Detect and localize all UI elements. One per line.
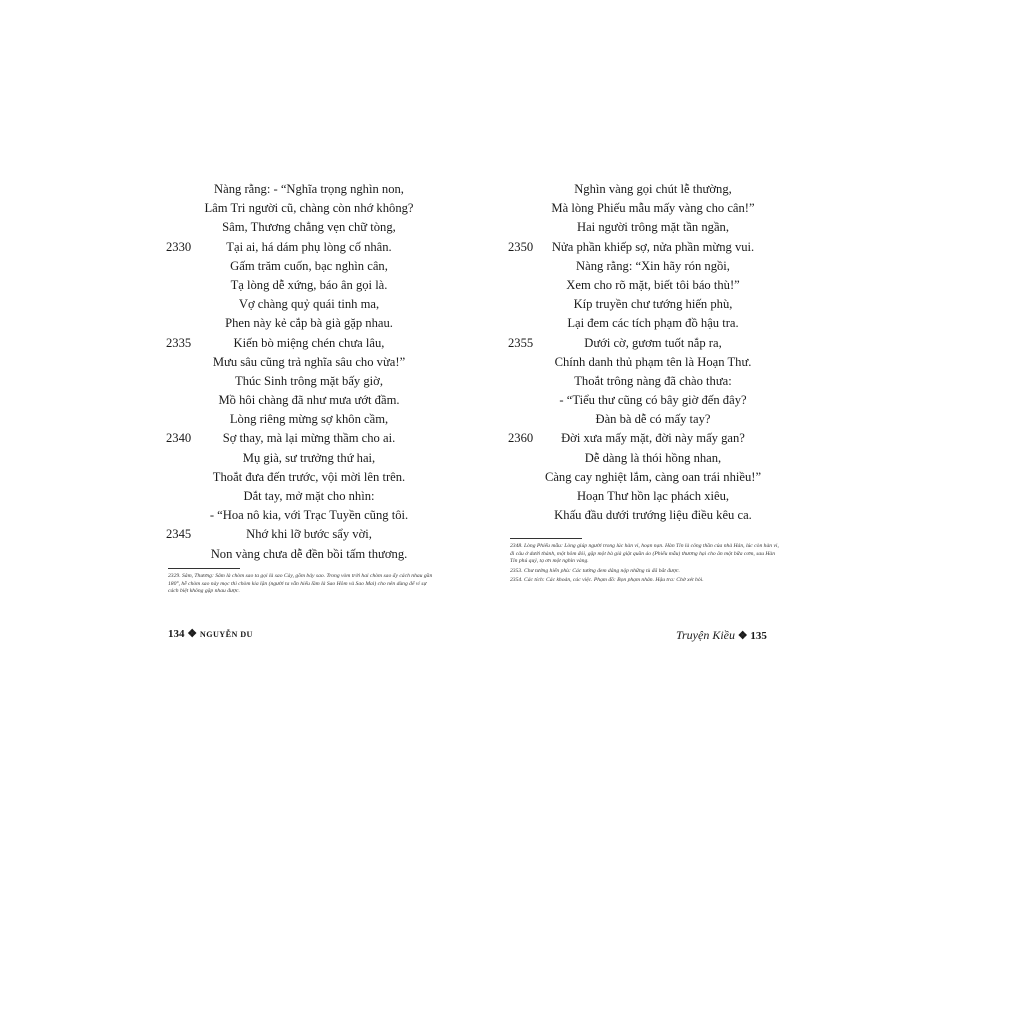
verse-text: Dễ dàng là thói hồng nhan, xyxy=(584,450,722,465)
verse-line xyxy=(508,468,790,487)
footnote: 2353. Chư tướng hiến phù: Các tướng đem dâng nộp những tù đã bắt được. xyxy=(510,567,680,574)
ornament-icon: ❖ xyxy=(737,630,748,642)
verse-line xyxy=(166,199,432,218)
right-verse-list xyxy=(508,180,790,525)
verse-text: Nửa phần khiếp sợ, nửa phần mừng vui. xyxy=(551,239,755,254)
verse-line xyxy=(508,372,790,391)
verse-text: Hai người trông mặt tần ngần, xyxy=(577,220,729,235)
verse-text: Đời xưa mấy mặt, đời này mấy gan? xyxy=(561,431,745,446)
verse-line xyxy=(166,506,432,525)
verse-text: Nàng rằng: - “Nghĩa trọng nghìn non, xyxy=(214,182,404,196)
verse-text: - “Hoa nô kia, với Trạc Tuyền cũng tôi. xyxy=(209,508,409,523)
verse-text: Kíp truyền chư tướng hiến phù, xyxy=(573,297,733,312)
left-folio xyxy=(168,627,253,640)
verse-line xyxy=(166,391,432,410)
verse-text: Càng cay nghiệt lắm, càng oan trái nhiều!” xyxy=(544,469,762,484)
verse-line xyxy=(166,180,432,199)
line-number: 2345 xyxy=(166,527,192,542)
line-number: 2340 xyxy=(166,431,192,446)
verse-line xyxy=(166,314,432,333)
line-number: 2355 xyxy=(508,335,534,350)
verse-line xyxy=(508,334,790,353)
footnote: 2329. Sâm, Thương: Sâm là chòm sao ta gọi là sao Cày, gồm bảy sao. Trong vòm trời hai chòm sao ấy cách nhau gần 180°, hễ chòm sao này mọc thì chòm kia lặn (người ta vẫn hiểu lầm là Sao Hôm và Sao Mai) cho nên dùng để ví sự cách biệt không gặp nhau được. xyxy=(168,573,433,595)
verse-text: Dưới cờ, gươm tuốt nắp ra, xyxy=(584,335,722,350)
verse-line xyxy=(508,257,790,276)
verse-line xyxy=(508,180,790,199)
verse-text: Thoắt trông nàng đã chào thưa: xyxy=(574,373,732,388)
verse-text: Phen này kẻ cắp bà già gặp nhau. xyxy=(225,316,393,331)
verse-line xyxy=(166,276,432,295)
verse-line xyxy=(166,545,432,564)
right-footnote-rule xyxy=(510,538,582,539)
verse-text: Tạ lòng dễ xứng, báo ân gọi là. xyxy=(230,277,388,292)
verse-text: Nàng rằng: “Xin hãy rón ngồi, xyxy=(576,258,730,273)
verse-line xyxy=(508,449,790,468)
line-number: 2335 xyxy=(166,335,192,350)
verse-text: Nhớ khi lỡ bước sẩy vời, xyxy=(246,527,372,542)
verse-line xyxy=(508,353,790,372)
verse-text: Vợ chàng quỷ quái tinh ma, xyxy=(238,297,380,312)
verse-text: Tại ai, há dám phụ lòng cố nhân. xyxy=(226,239,392,254)
verse-text: Mụ già, sư trưởng thứ hai, xyxy=(242,450,376,465)
left-page xyxy=(166,180,432,564)
verse-line xyxy=(508,218,790,237)
verse-line xyxy=(166,218,432,237)
running-title: Truyện Kiều xyxy=(676,628,735,642)
verse-line xyxy=(166,525,432,544)
verse-text: Nghìn vàng gọi chút lễ thường, xyxy=(574,182,732,196)
verse-line xyxy=(508,391,790,410)
verse-line xyxy=(166,295,432,314)
verse-line xyxy=(166,449,432,468)
verse-line xyxy=(508,506,790,525)
left-footnote-rule xyxy=(168,568,240,569)
verse-text: Đàn bà dễ có mấy tay? xyxy=(595,412,711,427)
verse-text: Chính danh thủ phạm tên là Hoạn Thư. xyxy=(554,354,752,369)
verse-text: Dắt tay, mở mặt cho nhìn: xyxy=(243,489,375,503)
left-verse-list xyxy=(166,180,432,564)
verse-text: Hoạn Thư hồn lạc phách xiêu, xyxy=(576,489,730,503)
verse-text: Gấm trăm cuốn, bạc nghìn cân, xyxy=(230,258,388,273)
verse-line xyxy=(508,295,790,314)
author-name: NGUYỄN DU xyxy=(199,630,253,639)
verse-text: Mà lòng Phiếu mẫu mấy vàng cho cân!” xyxy=(551,201,755,216)
verse-line xyxy=(508,276,790,295)
verse-text: Khấu đầu dưới trướng liệu điều kêu ca. xyxy=(554,508,752,523)
verse-text: Lòng riêng mừng sợ khôn cầm, xyxy=(229,412,389,427)
verse-line xyxy=(166,429,432,448)
footnote: 2354. Các tích: Các khoản, các việc. Phạm đồ: Bọn phạm nhân. Hậu tra: Chờ xét hỏi. xyxy=(510,577,704,584)
verse-line xyxy=(166,410,432,429)
verse-text: Mồ hôi chàng đã như mưa ướt đầm. xyxy=(218,393,400,408)
right-footnotes xyxy=(510,543,782,587)
verse-line xyxy=(166,487,432,506)
verse-text: Sâm, Thương chẳng vẹn chữ tòng, xyxy=(222,220,396,235)
right-page xyxy=(508,180,790,525)
verse-line xyxy=(166,257,432,276)
line-number: 2350 xyxy=(508,239,534,254)
left-footnotes xyxy=(168,573,438,598)
verse-text: Lâm Tri người cũ, chàng còn nhớ không? xyxy=(204,201,414,216)
verse-line xyxy=(508,487,790,506)
verse-text: Kiến bò miệng chén chưa lâu, xyxy=(233,335,385,350)
verse-text: Thoắt đưa đến trước, vội mời lên trên. xyxy=(212,469,406,484)
right-folio xyxy=(676,628,767,643)
verse-line xyxy=(508,238,790,257)
verse-text: - “Tiểu thư cũng có bây giờ đến đây? xyxy=(559,393,747,408)
verse-line xyxy=(508,410,790,429)
page-number: 134 xyxy=(168,628,185,640)
line-number: 2330 xyxy=(166,239,192,254)
verse-line xyxy=(508,429,790,448)
verse-line xyxy=(166,353,432,372)
verse-text: Non vàng chưa dễ đền bồi tấm thương. xyxy=(210,546,408,561)
verse-line xyxy=(166,372,432,391)
verse-line xyxy=(166,468,432,487)
verse-line xyxy=(508,314,790,333)
verse-text: Thúc Sinh trông mặt bấy giờ, xyxy=(235,373,383,388)
verse-text: Lại đem các tích phạm đồ hậu tra. xyxy=(567,316,739,331)
verse-text: Mưu sâu cũng trả nghĩa sâu cho vừa!” xyxy=(212,354,406,369)
ornament-icon: ❖ xyxy=(187,628,198,640)
verse-line xyxy=(508,199,790,218)
footnote: 2348. Lòng Phiếu mẫu: Lòng giúp người trong lúc hàn vi, hoạn nạn. Hàn Tín là công thần của nhà Hán, lúc còn hàn vi, đi câu ở dưới thành, một hôm đói, gặp một bà già giặt quần áo (Phiếu mẫu) thương hại cho ăn một bữa cơm, sau Hàn Tín phú quý, tạ ơn một nghìn vàng. xyxy=(510,543,779,565)
verse-text: Xem cho rõ mặt, biết tôi báo thù!” xyxy=(566,277,740,292)
verse-text: Sợ thay, mà lại mừng thầm cho ai. xyxy=(222,431,396,446)
line-number: 2360 xyxy=(508,431,534,446)
verse-line xyxy=(166,334,432,353)
verse-line xyxy=(166,238,432,257)
page-number: 135 xyxy=(750,630,767,642)
